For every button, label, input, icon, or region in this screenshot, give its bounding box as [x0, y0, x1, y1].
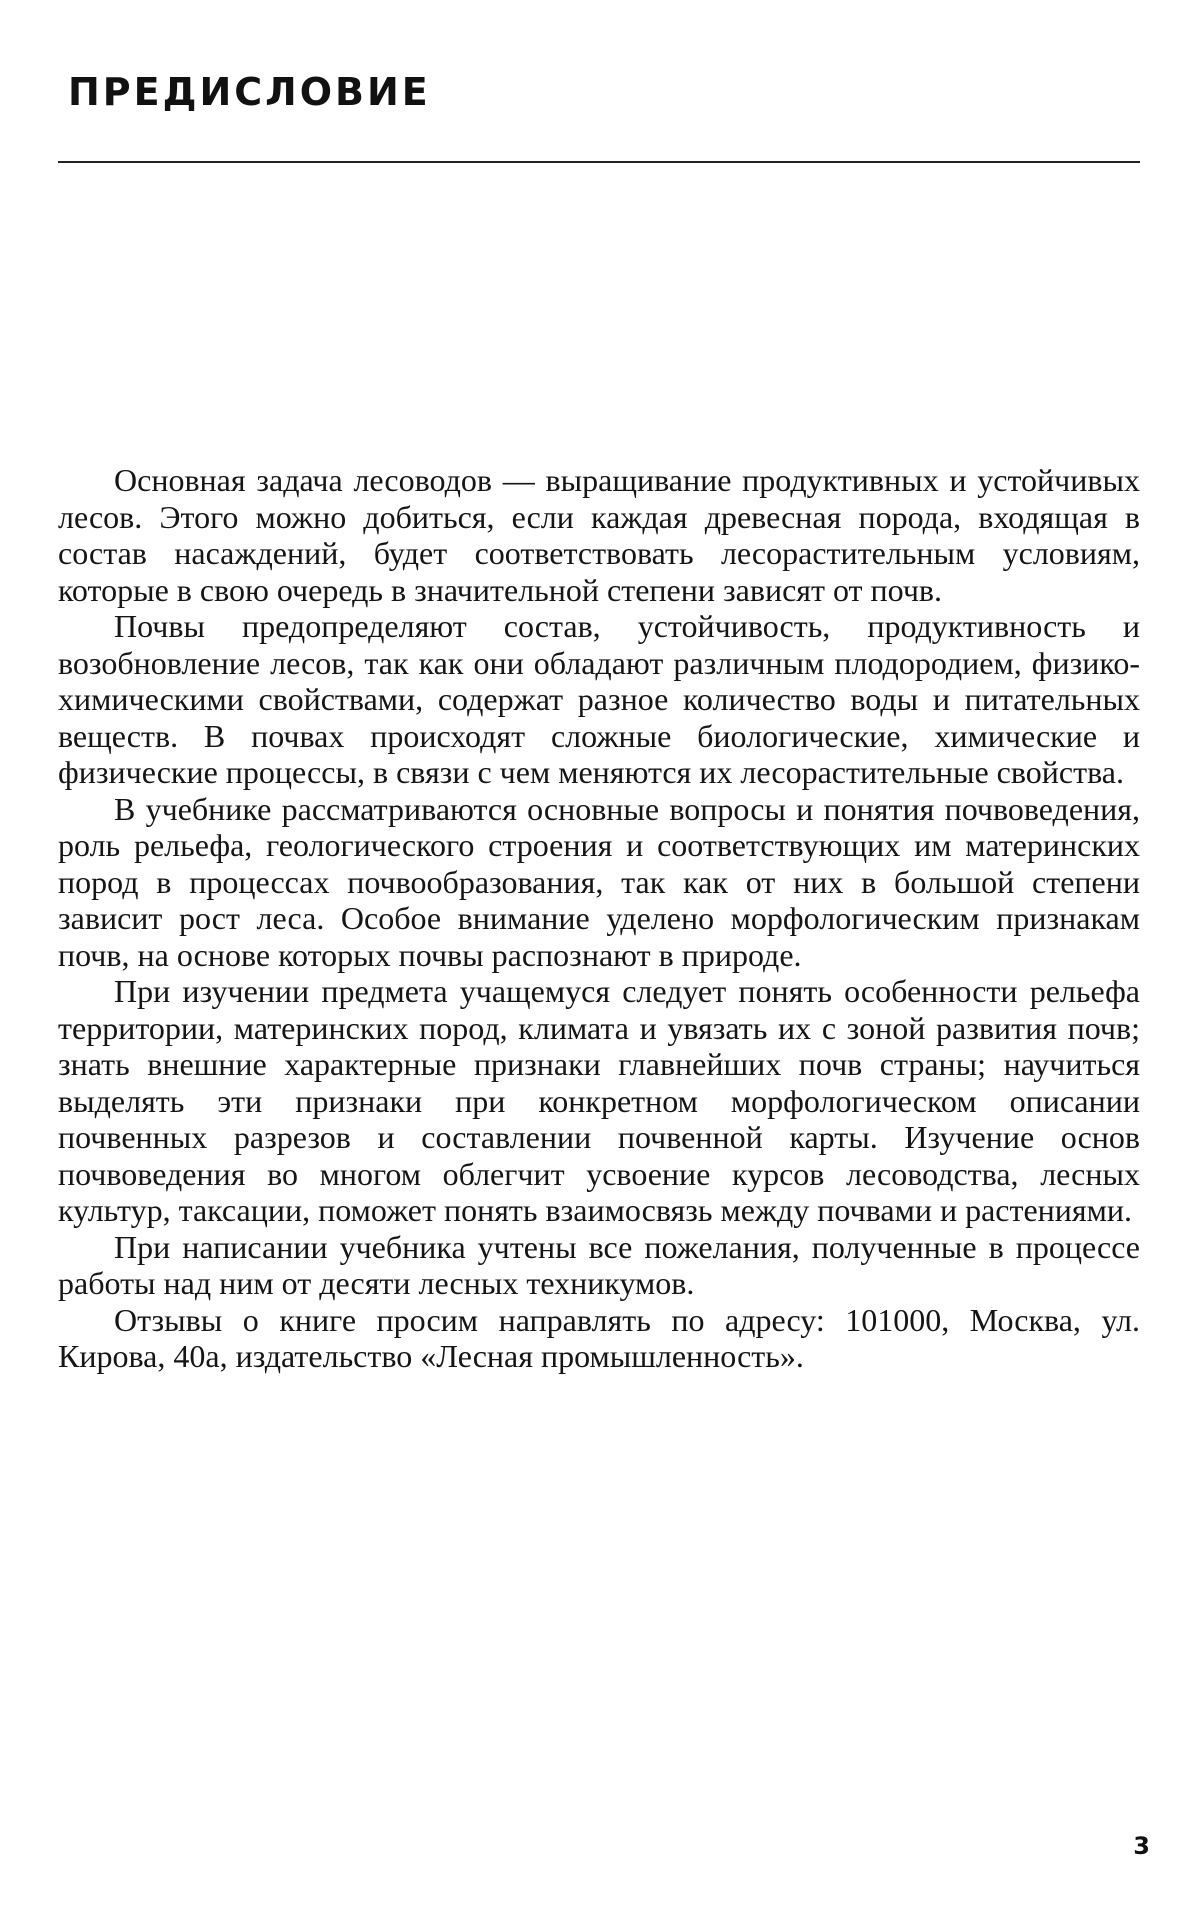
- paragraph: При изучении предмета учащемуся следует понять особенности рельефа территории, материнских пород, климата и увязать их с зоной развития почв; знать внешние характерные признаки главнейших почв страны; научиться выделять эти признаки при конкретном морфологическом описании почвенных разрезов и составлении почвенной карты. Изучение основ почвоведения во многом облегчит усвоение курсов лесоводства, лесных культур, таксации, поможет понять взаимосвязь между почвами и растениями.: [58, 973, 1140, 1228]
- paragraph: Основная задача лесоводов — выращивание продуктивных и устойчивых лесов. Этого можно добиться, если каждая древесная порода, входящая в состав насаждений, будет соответствовать лесорастительным условиям, которые в свою очередь в значительной степени зависят от почв.: [58, 462, 1140, 608]
- paragraph: При написании учебника учтены все пожелания, полученные в процессе работы над ним от десяти лесных техникумов.: [58, 1228, 1140, 1301]
- preface-body: [58, 462, 1140, 1375]
- page-number: 3: [1133, 1832, 1150, 1860]
- heading-rule: [58, 161, 1140, 163]
- page-heading: ПРЕДИСЛОВИЕ: [68, 70, 431, 114]
- paragraph: Отзывы о книге просим направлять по адресу: 101000, Москва, ул. Кирова, 40а, издательство «Лесная промышленность».: [58, 1301, 1140, 1374]
- paragraph: В учебнике рассматриваются основные вопросы и понятия почвоведения, роль рельефа, геологического строения и соответствующих им материнских пород в процессах почвообразования, так как от них в большой степени зависит рост леса. Особое внимание уделено морфологическим признакам почв, на основе которых почвы распознают в природе.: [58, 790, 1140, 973]
- paragraph: Почвы предопределяют состав, устойчивость, продуктивность и возобновление лесов, так как они обладают различным плодородием, физико-химическими свойствами, содержат разное количество воды и питательных веществ. В почвах происходят сложные биологические, химические и физические процессы, в связи с чем меняются их лесорастительные свойства.: [58, 608, 1140, 790]
